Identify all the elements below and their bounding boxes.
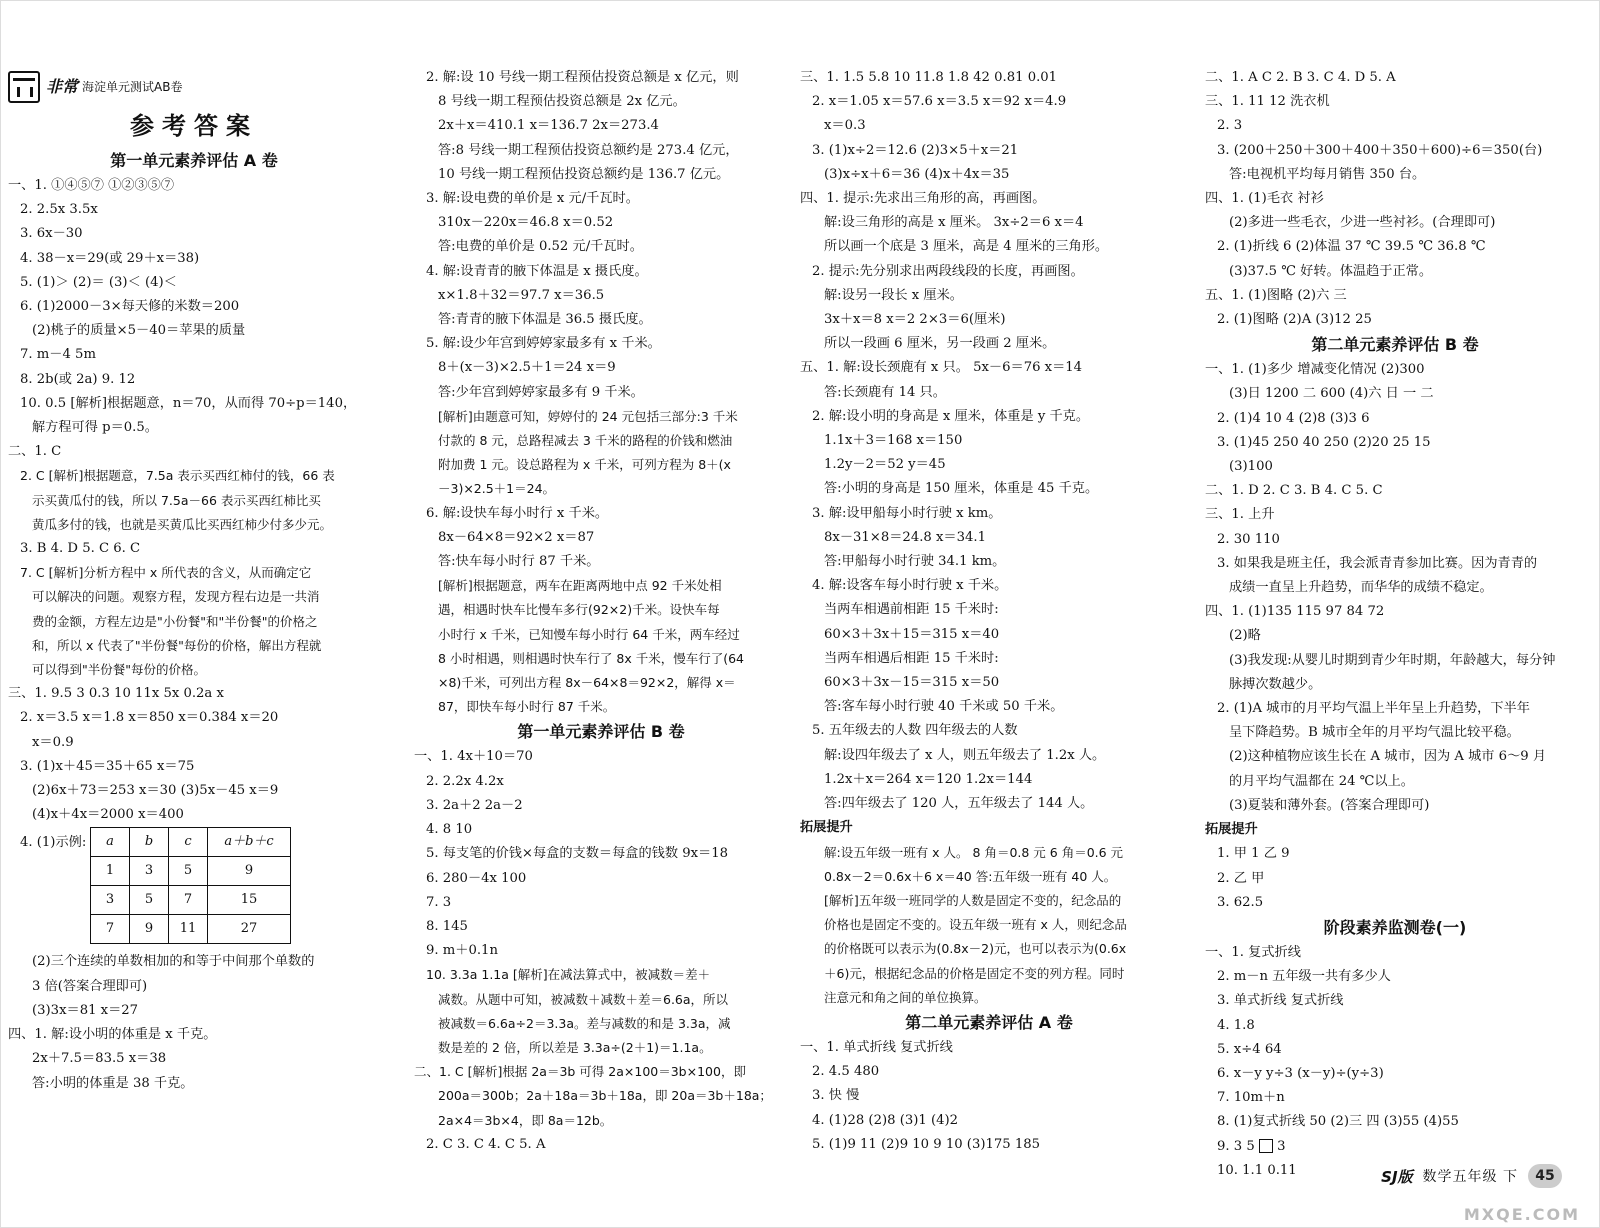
answer-line: 被减数＝6.6a÷2＝3.3a。差与减数的和是 3.3a，减: [438, 1015, 731, 1031]
example-block: [8, 827, 380, 944]
answer-line: 答:快车每小时行 87 千米。: [438, 554, 600, 570]
answer-line: 三、1. 11 12 洗衣机: [1205, 94, 1330, 110]
answer-line: 解:设三角形的高是 x 厘米。 3x÷2＝6 x＝4: [824, 215, 1084, 231]
answer-line: 200a＝300b；2a＋18a＝3b＋18a，即 20a＝3b＋18a；: [438, 1088, 772, 1104]
answer-line: 付款的 8 元，总路程减去 3 千米的路程的价钱和燃油: [438, 433, 733, 449]
answer-line: 和，所以 x 代表了"半份餐"每份的价格，解出方程就: [32, 637, 322, 653]
answer-line: 二、1. C: [8, 444, 62, 460]
answer-line: 所以画一个底是 3 厘米，高是 4 厘米的三角形。: [824, 239, 1109, 255]
answer-line: 9. m＋0.1n: [426, 943, 498, 959]
answer-line: 4. 解:设客车每小时行驶 x 千米。: [812, 578, 1008, 594]
answer-line: 5. (1)＞ (2)＝ (3)＜ (4)＜: [20, 274, 177, 290]
answer-line: 10. 1.1 0.11: [1217, 1162, 1297, 1178]
answer-line: 答:青青的腋下体温是 36.5 摄氏度。: [438, 312, 652, 328]
page-title: 参考答案: [130, 112, 258, 140]
answer-line: 6. (1)2000－3×每天修的米数＝200: [20, 299, 240, 315]
answer-line: 1.2y－2＝52 y＝45: [824, 457, 946, 473]
answer-line: 6. x－y y÷3 (x－y)÷(y÷3): [1217, 1065, 1384, 1081]
table-header: a: [91, 828, 130, 857]
edition-label: SJ版: [1381, 1167, 1413, 1186]
answer-line: 6. 280－4x 100: [426, 870, 527, 886]
table-cell: 15: [208, 886, 291, 915]
answer-line: 二、1. A C 2. B 3. C 4. D 5. A: [1205, 70, 1396, 85]
answer-line: 脉搏次数越少。: [1229, 676, 1322, 692]
answer-line: 0.8x－2＝0.6x＋6 x＝40 答:五年级一班有 40 人。: [824, 868, 1117, 884]
answer-line: 2. 解:设 10 号线一期工程预估投资总额是 x 亿元，则: [426, 70, 739, 85]
answer-line: 答:电视机平均每月销售 350 台。: [1229, 166, 1426, 182]
answer-line: 三、1. 9.5 3 0.3 10 11x 5x 0.2a x: [8, 686, 224, 702]
answer-line: 附加费 1 元。设总路程为 x 千米，可列方程为 8＋(x: [438, 457, 731, 473]
table-cell: 9: [208, 857, 291, 886]
answer-line: 一、1. ①④⑤⑦ ①②③⑤⑦: [8, 178, 175, 193]
answer-line: 5. x÷4 64: [1217, 1041, 1282, 1057]
answer-line: 四、1. (1)毛衣 衬衫: [1205, 191, 1324, 207]
answer-line: 60×3＋3x＋15＝315 x＝40: [824, 626, 1000, 642]
answer-line: 2. 3: [1217, 118, 1243, 134]
answer-line: 的价格既可以表示为(0.8x－2)元，也可以表示为(0.6x: [824, 941, 1127, 957]
answer-line: (3)x÷x＋6＝36 (4)x＋4x＝35: [824, 166, 1010, 182]
answer-line: 5. (1)9 11 (2)9 10 9 10 (3)175 185: [812, 1136, 1041, 1152]
column-4: [1205, 66, 1585, 1183]
answer-line: 2. (1)4 10 4 (2)8 (3)3 6: [1217, 410, 1370, 426]
answer-line: 310x－220x＝46.8 x＝0.52: [438, 215, 614, 231]
answer-line: 7. m－4 5m: [20, 347, 96, 363]
answer-line: 2. 2.2x 4.2x: [426, 773, 504, 789]
answer-line: 2x＋x＝410.1 x＝136.7 2x＝273.4: [438, 118, 659, 134]
answer-line: 87，即快车每小时行 87 千米。: [438, 699, 616, 715]
section-title: 阶段素养监测卷(一): [1323, 917, 1467, 937]
answer-line: (2)桃子的质量×5－40＝苹果的质量: [32, 323, 246, 339]
answer-line: (2)6x＋73＝253 x＝30 (3)5x－45 x＝9: [32, 783, 279, 799]
answer-line: 遇，相遇时快车比慢车多行(92×2)千米。设快车每: [438, 602, 720, 618]
answer-line: 8. (1)复式折线 50 (2)三 四 (3)55 (4)55: [1217, 1114, 1459, 1130]
table-cell: 3: [130, 857, 169, 886]
answer-line: 1.2x＋x＝264 x＝120 1.2x＝144: [824, 771, 1033, 787]
answer-line: 五、1. (1)图略 (2)六 三: [1205, 287, 1347, 303]
answer-line: 成绩一直呈上升趋势，而华华的成绩不稳定。: [1229, 580, 1493, 596]
answer-line: 2. (1)折线 6 (2)体温 37 ℃ 39.5 ℃ 36.8 ℃: [1217, 239, 1486, 255]
answer-line: 答:小明的身高是 150 厘米，体重是 45 千克。: [824, 481, 1099, 497]
table-cell: 11: [169, 915, 208, 944]
answer-line: 4. 解:设青青的腋下体温是 x 摄氏度。: [426, 263, 648, 279]
answer-line: 2x＋7.5＝83.5 x＝38: [32, 1051, 167, 1067]
watermark: MXQE.COM: [1463, 1205, 1580, 1224]
answer-line: 7. C [解析]分析方程中 x 所代表的含义，从而确定它: [20, 565, 312, 581]
answer-line: 答:8 号线一期工程预估投资总额约是 273.4 亿元，: [438, 142, 739, 158]
answer-line: (4)x＋4x＝2000 x＝400: [32, 807, 184, 823]
extension-heading: 拓展提升: [1205, 822, 1258, 838]
answer-line: 3x＋x＝8 x＝2 2×3＝6(厘米): [824, 312, 1006, 328]
answer-line: 8x－31×8＝24.8 x＝34.1: [824, 529, 986, 545]
answer-line: 2. (1)图略 (2)A (3)12 25: [1217, 312, 1372, 328]
answer-line: 一、1. 4x＋10＝70: [414, 749, 533, 765]
answer-line: 8 小时相遇，则相遇时快车行了 8x 千米，慢车行了(64: [438, 650, 745, 666]
answer-line: 5. 每支笔的价钱×每盒的支数＝每盒的钱数 9x＝18: [426, 846, 728, 862]
answer-line: 7. 3: [426, 894, 452, 910]
table-cell: 9: [130, 915, 169, 944]
answer-line: 2. 乙 甲: [1217, 870, 1265, 886]
answer-line: 解:设五年级一班有 x 人。 8 角＝0.8 元 6 角＝0.6 元: [824, 844, 1124, 860]
answer-line: 2. C 3. C 4. C 5. A: [426, 1136, 546, 1152]
answer-line: 2. (1)A 城市的月平均气温上半年呈上升趋势，下半年: [1217, 701, 1530, 717]
answer-line: 二、1. C [解析]根据 2a＝3b 可得 2a×100＝3b×100，即: [414, 1064, 746, 1080]
answer-line: 8. 145: [426, 918, 468, 934]
answer-line: 8 号线一期工程预估投资总额是 2x 亿元。: [438, 94, 686, 110]
answer-line: 减数。从题中可知，被减数＋减数＋差＝6.6a，所以: [438, 991, 729, 1007]
answer-line: 10 号线一期工程预估投资总额约是 136.7 亿元。: [438, 166, 730, 182]
section-title: 第一单元素养评估 A 卷: [110, 151, 278, 170]
answer-line: 答:长颈鹿有 14 只。: [824, 384, 946, 400]
answer-line: 8＋(x－3)×2.5＋1＝24 x＝9: [438, 360, 616, 376]
table-cell: 27: [208, 915, 291, 944]
answer-line: 3. 6x－30: [20, 226, 83, 242]
answer-line: 所以一段画 6 厘米，另一段画 2 厘米。: [824, 336, 1056, 352]
answer-line: 答:小明的体重是 38 千克。: [32, 1075, 194, 1091]
answer-line: 可以得到"半份餐"每份的价格。: [32, 662, 206, 678]
answer-line: 4. (1)28 (2)8 (3)1 (4)2: [812, 1112, 959, 1128]
table-header: a＋b＋c: [208, 828, 291, 857]
answer-line: 示买黄瓜付的钱，所以 7.5a－66 表示买西红柿比买: [32, 492, 321, 508]
answer-line: 3. (200＋250＋300＋400＋350＋600)÷6＝350(台): [1217, 142, 1543, 158]
answer-line: 3. (1)x÷2＝12.6 (2)3×5＋x＝21: [812, 142, 1019, 158]
subject-label: 数学五年级 下: [1422, 1169, 1518, 1185]
answer-line: x×1.8＋32＝97.7 x＝36.5: [438, 287, 605, 303]
table-cell: 5: [130, 886, 169, 915]
answer-line: [解析]根据题意，两车在距离两地中点 92 千米处相: [438, 578, 722, 594]
answer-line: 可以解决的问题。观察方程，发现方程右边是一共消: [32, 589, 320, 605]
brand-header: [8, 70, 380, 104]
answer-line: 3 倍(答案合理即可): [32, 978, 148, 994]
answer-line: 2. m－n 五年级一共有多少人: [1217, 969, 1391, 985]
answer-line: 数是差的 2 倍，所以差是 3.3a÷(2＋1)＝1.1a。: [438, 1039, 712, 1055]
table-cell: 7: [169, 886, 208, 915]
answer-line: 五、1. 解:设长颈鹿有 x 只。 5x－6＝76 x＝14: [800, 360, 1083, 376]
answer-line: 一、1. (1)多少 增减变化情况 (2)300: [1205, 362, 1425, 378]
answer-line: (3)日 1200 二 600 (4)六 日 一 二: [1229, 386, 1434, 402]
answer-line: 5. 五年级去的人数 四年级去的人数: [812, 723, 1018, 739]
answer-line: 8. 2b(或 2a) 9. 12: [20, 371, 136, 387]
table-cell: 3: [91, 886, 130, 915]
answer-line: 一、1. 复式折线: [1205, 944, 1301, 960]
answer-line: 黄瓜多付的钱，也就是买黄瓜比买西红柿少付多少元。: [32, 516, 333, 532]
answer-line: [解析]五年级一班同学的人数是固定不变的，纪念品的: [824, 892, 1122, 908]
table-cell: 7: [91, 915, 130, 944]
example-label: 4. (1)示例:: [20, 835, 87, 851]
section-title: 第二单元素养评估 A 卷: [905, 1012, 1073, 1032]
answer-line: 3. 解:设甲船每小时行驶 x km。: [812, 505, 1002, 521]
section-title: 第二单元素养评估 B 卷: [1311, 335, 1479, 355]
answer-line: 四、1. 提示:先求出三角形的高，再画图。: [800, 191, 1046, 207]
answer-line: 60×3＋3x－15＝315 x＝50: [824, 675, 1000, 691]
answer-line: 4. 1.8: [1217, 1017, 1255, 1033]
answer-line: 三、1. 1.5 5.8 10 11.8 1.8 42 0.81 0.01: [800, 70, 1058, 85]
answer-line: 答:电费的单价是 0.52 元/千瓦时。: [438, 239, 643, 255]
blank-box-icon: [1259, 1139, 1273, 1153]
answer-line: (2)略: [1229, 628, 1261, 644]
answer-line: 3. (1)45 250 40 250 (2)20 25 15: [1217, 434, 1431, 450]
answer-line: 解:设四年级去了 x 人，则五年级去了 1.2x 人。: [824, 747, 1106, 763]
answer-line: 四、1. 解:设小明的体重是 x 千克。: [8, 1027, 217, 1043]
answer-line: 一、1. 单式折线 复式折线: [800, 1039, 953, 1055]
page-number: 45: [1528, 1164, 1562, 1188]
answer-line: (3)100: [1229, 459, 1273, 475]
brand-signature: 非常: [46, 76, 79, 96]
answer-line: 当两车相遇前相距 15 千米时:: [824, 602, 999, 618]
answer-line: 价格也是固定不变的。设五年级一班有 x 人，则纪念品: [824, 917, 1127, 933]
table-header: b: [130, 828, 169, 857]
answer-line: 2. x＝1.05 x＝57.6 x＝3.5 x＝92 x＝4.9: [812, 94, 1067, 110]
section-title: 第一单元素养评估 B 卷: [517, 722, 685, 742]
answer-line: 3. 2a＋2 2a－2: [426, 797, 523, 813]
answer-line: －3)×2.5＋1＝24。: [438, 481, 556, 497]
answer-line: x＝0.3: [824, 118, 866, 134]
answer-line: [1205, 1135, 1585, 1159]
answer-line: 2. C [解析]根据题意，7.5a 表示买西红柿付的钱，66 表: [20, 468, 335, 484]
table-cell: 1: [91, 857, 130, 886]
answer-line: 3. 解:设电费的单价是 x 元/千瓦时。: [426, 191, 639, 207]
answer-line: ＋6)元，根据纪念品的价格是固定不变的列方程。同时: [824, 965, 1125, 981]
column-3: [800, 66, 1178, 1157]
answer-line: 3. B 4. D 5. C 6. C: [20, 541, 141, 557]
answer-line: (3)我发现:从婴儿时期到青少年时期，年龄越大，每分钟: [1229, 652, 1556, 668]
answer-line: 答:客车每小时行驶 40 千米或 50 千米。: [824, 699, 1064, 715]
answer-line: 2. 解:设小明的身高是 x 厘米，体重是 y 千克。: [812, 408, 1090, 424]
answer-line: 4. 38－x＝29(或 29＋x＝38): [20, 250, 200, 266]
answer-line: (2)多进一些毛衣，少进一些衬衫。(合理即可): [1229, 215, 1496, 231]
answer-line: 10. 0.5 [解析]根据题意，n＝70，从而得 70÷p＝140，: [20, 395, 357, 411]
answer-line: 2. x＝3.5 x＝1.8 x＝850 x＝0.384 x＝20: [20, 710, 279, 726]
answer-line: (3)夏装和薄外套。(答案合理即可): [1229, 797, 1430, 813]
answer-line: (2)这种植物应该生长在 A 城市，因为 A 城市 6～9 月: [1229, 749, 1547, 765]
answer-line: 10. 3.3a 1.1a [解析]在减法算式中，被减数＝差＋: [426, 967, 711, 983]
answer-line: 呈下降趋势。B 城市全年的月平均气温比较平稳。: [1229, 725, 1520, 741]
answer-line: 2. 4.5 480: [812, 1064, 880, 1080]
answer-line: x＝0.9: [32, 734, 74, 750]
table-cell: 5: [169, 857, 208, 886]
answer-line: 7. 10m＋n: [1217, 1090, 1285, 1106]
answer-line: 6. 解:设快车每小时行 x 千米。: [426, 505, 609, 521]
answer-line: 答:四年级去了 120 人，五年级去了 144 人。: [824, 796, 1094, 812]
column-1: [8, 70, 380, 1096]
answer-line: 3. (1)x＋45＝35＋65 x＝75: [20, 758, 195, 774]
column-2: [414, 66, 788, 1157]
answer-line: (3)37.5 ℃ 好转。体温趋于正常。: [1229, 263, 1433, 279]
extension-heading: 拓展提升: [800, 820, 853, 836]
answer-line: 5. 解:设少年宫到婷婷家最多有 x 千米。: [426, 336, 661, 352]
table-header: c: [169, 828, 208, 857]
answer-line: 2. 30 110: [1217, 531, 1280, 547]
answer-line: [解析]由题意可知，婷婷付的 24 元包括三部分:3 千米: [438, 408, 738, 424]
brand-name: 海淀单元测试AB卷: [82, 79, 183, 94]
answer-line: 四、1. (1)135 115 97 84 72: [1205, 604, 1385, 620]
answer-line: 3. 快 慢: [812, 1088, 860, 1104]
page-footer: [1381, 1164, 1562, 1188]
answer-line: ×8)千米，可列出方程 8x－64×8＝92×2，解得 x＝: [438, 675, 736, 691]
logo-icon: [8, 71, 40, 103]
answer-line: 答:甲船每小时行驶 34.1 km。: [824, 554, 1006, 570]
answer-line: 二、1. D 2. C 3. B 4. C 5. C: [1205, 483, 1383, 499]
answer-text: 3: [1277, 1138, 1286, 1154]
example-table: [90, 827, 291, 944]
answer-line: 1.1x＋3＝168 x＝150: [824, 433, 963, 449]
answer-line: (2)三个连续的单数相加的和等于中间那个单数的: [32, 954, 315, 970]
answer-line: 2. 2.5x 3.5x: [20, 202, 98, 218]
answer-line: 解:设另一段长 x 厘米。: [824, 287, 963, 303]
answer-line: 4. 8 10: [426, 822, 473, 838]
answer-line: 3. 单式折线 复式折线: [1217, 993, 1344, 1009]
answer-line: 小时行 x 千米，已知慢车每小时行 64 千米，两车经过: [438, 626, 740, 642]
answer-text: 9. 3 5: [1217, 1138, 1255, 1154]
answer-line: 8x－64×8＝92×2 x＝87: [438, 529, 595, 545]
answer-line: 当两车相遇后相距 15 千米时:: [824, 650, 999, 666]
answer-line: 3. 如果我是班主任，我会派青青参加比赛。因为青青的: [1217, 555, 1538, 571]
answer-line: 2a×4＝3b×4，即 8a＝12b。: [438, 1112, 613, 1128]
answer-line: 解方程可得 p＝0.5。: [32, 420, 158, 436]
answer-line: 的月平均气温都在 24 ℃以上。: [1229, 773, 1414, 789]
answer-line: 3. 62.5: [1217, 894, 1264, 910]
answer-line: (3)3x＝81 x＝27: [32, 1002, 139, 1018]
answer-line: 1. 甲 1 乙 9: [1217, 846, 1290, 862]
answer-line: 注意元和角之间的单位换算。: [824, 989, 987, 1005]
answer-line: 三、1. 上升: [1205, 507, 1275, 523]
answer-line: 2. 提示:先分别求出两段线段的长度，再画图。: [812, 263, 1084, 279]
answer-line: 答:少年宫到婷婷家最多有 9 千米。: [438, 384, 644, 400]
answer-line: 费的金额，方程左边是"小份餐"和"半份餐"的价格之: [32, 613, 318, 629]
